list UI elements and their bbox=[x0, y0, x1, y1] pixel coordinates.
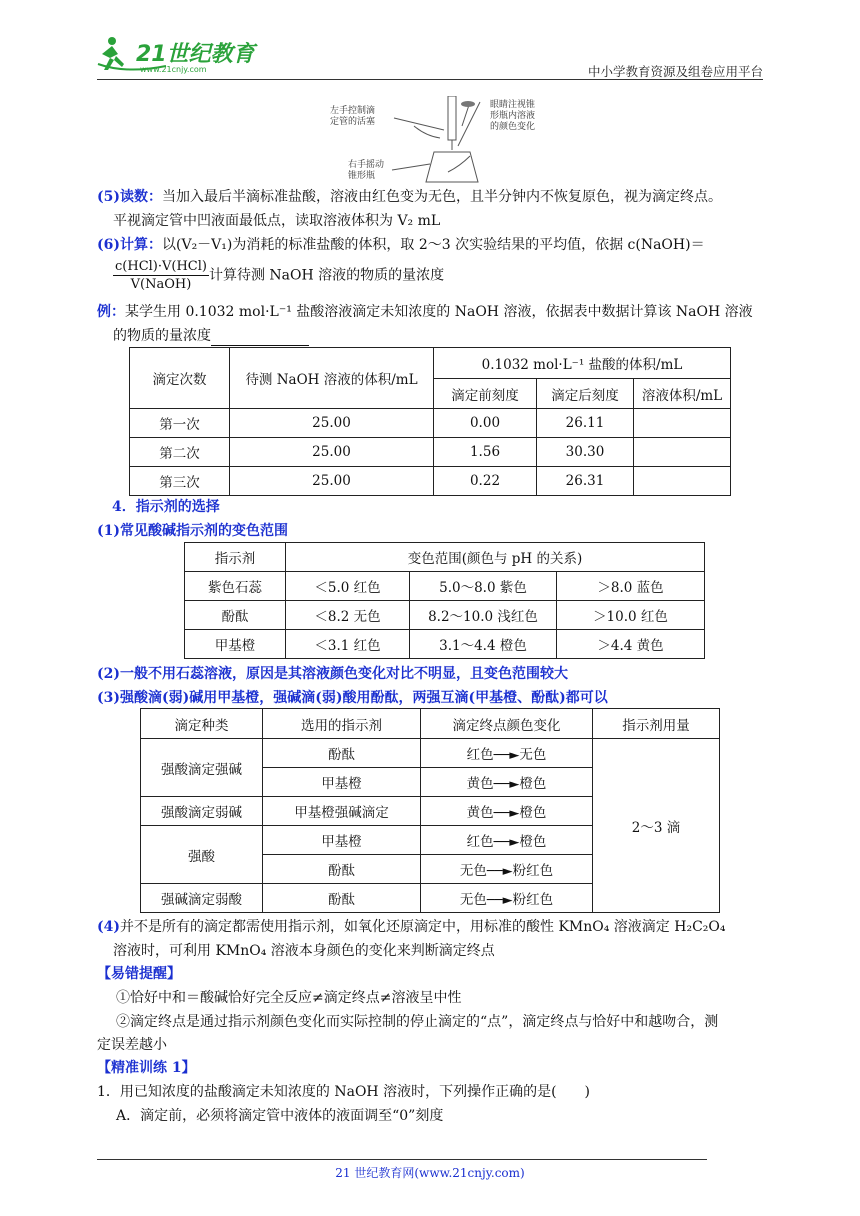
th-after: 滴定后刻度 bbox=[537, 379, 634, 409]
indicator-range-table bbox=[184, 542, 705, 659]
section4-sub3: (3)强酸滴(弱)碱用甲基橙，强碱滴(弱)酸用酚酞，两强互滴(甲基橙、酚酞)都可以 bbox=[97, 690, 608, 706]
table-row: 酚酞 ＜8.2 无色 8.2～10.0 浅红色 ＞10.0 红色 bbox=[185, 601, 705, 630]
table-row: 甲基橙 ＜3.1 红色 3.1～4.4 橙色 ＞4.4 黄色 bbox=[185, 630, 705, 659]
th-naoh-volume: 待测 NaOH 溶液的体积/mL bbox=[230, 348, 434, 409]
table-row: 紫色石蕊 ＜5.0 红色 5.0～8.0 紫色 ＞8.0 蓝色 bbox=[185, 572, 705, 601]
training-title: 【精准训练 1】 bbox=[97, 1060, 196, 1076]
site-logo bbox=[96, 34, 256, 82]
example-line1: 例：某学生用 0.1032 mol·L⁻¹ 盐酸溶液滴定未知浓度的 NaOH 溶液，依据表中数据计算该 NaOH 溶液 bbox=[97, 304, 753, 320]
tips-title: 【易错提醒】 bbox=[97, 966, 181, 982]
step6-line1: (6)计算：以(V₂－V₁)为消耗的标准盐酸的体积，取 2～3 次实验结果的平均值，依据 c(NaOH)＝ bbox=[97, 237, 705, 253]
logo-url: www.21cnjy.com bbox=[140, 65, 207, 74]
table-row: 甲基橙 黄色──►橙色 bbox=[141, 768, 720, 797]
table-row: 第一次 25.00 0.00 26.11 bbox=[130, 409, 731, 438]
th-indicator: 指示剂 bbox=[185, 543, 286, 572]
th-hcl-volume: 0.1032 mol·L⁻¹ 盐酸的体积/mL bbox=[434, 348, 731, 379]
concentration-formula: $\frac{\text{c(HCl)·V(HCl)}}{\text{V(NaOH)}}$ bbox=[115, 259, 207, 292]
question-1: 1．用已知浓度的盐酸滴定未知浓度的 NaOH 溶液时，下列操作正确的是( ) bbox=[97, 1084, 591, 1100]
th-before: 滴定前刻度 bbox=[434, 379, 537, 409]
table-row: 第二次 25.00 1.56 30.30 bbox=[130, 438, 731, 467]
tip-2b: 定误差越小 bbox=[97, 1037, 167, 1053]
example-line2: 的物质的量浓度 bbox=[113, 326, 309, 346]
figure-label-right: 眼睛注视锥 形瓶内溶液 的颜色变化 bbox=[490, 100, 536, 132]
th-type: 滴定种类 bbox=[141, 709, 263, 739]
table-row: 酚酞 无色──►粉红色 bbox=[141, 855, 720, 884]
table-row: 强酸滴定强碱 酚酞 红色──►无色 2～3 滴 bbox=[141, 739, 720, 768]
section4-sub2: (2)一般不用石蕊溶液，原因是其溶液颜色变化对比不明显，且变色范围较大 bbox=[97, 666, 568, 682]
th-amount: 指示剂用量 bbox=[593, 709, 720, 739]
th-range: 变色范围(颜色与 pH 的关系) bbox=[286, 543, 705, 572]
table-row: 第三次 25.00 0.22 26.31 bbox=[130, 467, 731, 496]
tip-2a: ②滴定终点是通过指示剂颜色变化而实际控制的停止滴定的“点”，滴定终点与恰好中和越吻合，测 bbox=[116, 1014, 719, 1030]
th-times: 滴定次数 bbox=[130, 348, 230, 409]
figure-label-bottom: 右手摇动 锥形瓶 bbox=[348, 160, 385, 181]
titration-data-table bbox=[129, 347, 731, 496]
platform-name: 中小学教育资源及组卷应用平台 bbox=[587, 64, 763, 79]
step6-line2: $\frac{\text{c(HCl)·V(HCl)}}{\text{V(NaOH)}}$ 计算待测 NaOH 溶液的物质的量浓度 bbox=[115, 259, 445, 292]
th-vol: 溶液体积/mL bbox=[634, 379, 731, 409]
header-divider bbox=[97, 79, 763, 80]
tip-1: ①恰好中和＝酸碱恰好完全反应≠滴定终点≠溶液呈中性 bbox=[116, 990, 462, 1006]
logo-text: 21世纪教育 bbox=[136, 42, 255, 67]
footer-divider bbox=[97, 1159, 707, 1160]
titration-figure bbox=[330, 96, 560, 188]
indicator-amount: 2～3 滴 bbox=[593, 739, 720, 913]
table-row: 强酸滴定弱碱 甲基橙强碱滴定 黄色──►橙色 bbox=[141, 797, 720, 826]
indicator-selection-table bbox=[140, 708, 720, 913]
footer-text: 21 世纪教育网(www.21cnjy.com) bbox=[335, 1166, 525, 1180]
table-row: 强酸 甲基橙 红色──►橙色 bbox=[141, 826, 720, 855]
th-end-color: 滴定终点颜色变化 bbox=[421, 709, 593, 739]
th-chosen-indicator: 选用的指示剂 bbox=[263, 709, 421, 739]
answer-blank bbox=[211, 331, 309, 346]
figure-label-left: 左手控制滴 定管的活塞 bbox=[330, 106, 376, 127]
note4-line1: (4)并不是所有的滴定都需使用指示剂，如氧化还原滴定中，用标准的酸性 KMnO₄ 溶液滴定 H₂C₂O₄ bbox=[97, 919, 726, 935]
step5-line2: 平视滴定管中凹液面最低点，读取溶液体积为 V₂ mL bbox=[113, 213, 441, 229]
section4-sub1: (1)常见酸碱指示剂的变色范围 bbox=[97, 523, 288, 539]
step5-line1: (5)读数：当加入最后半滴标准盐酸，溶液由红色变为无色，且半分钟内不恢复原色，视为滴定终点。 bbox=[97, 189, 722, 205]
table-row: 强碱滴定弱酸 酚酞 无色──►粉红色 bbox=[141, 884, 720, 913]
note4-line2: 溶液时，可利用 KMnO₄ 溶液本身颜色的变化来判断滴定终点 bbox=[113, 943, 495, 959]
option-a: A．滴定前，必须将滴定管中液体的液面调至“0”刻度 bbox=[116, 1108, 444, 1124]
section4-title: 4．指示剂的选择 bbox=[112, 499, 220, 515]
